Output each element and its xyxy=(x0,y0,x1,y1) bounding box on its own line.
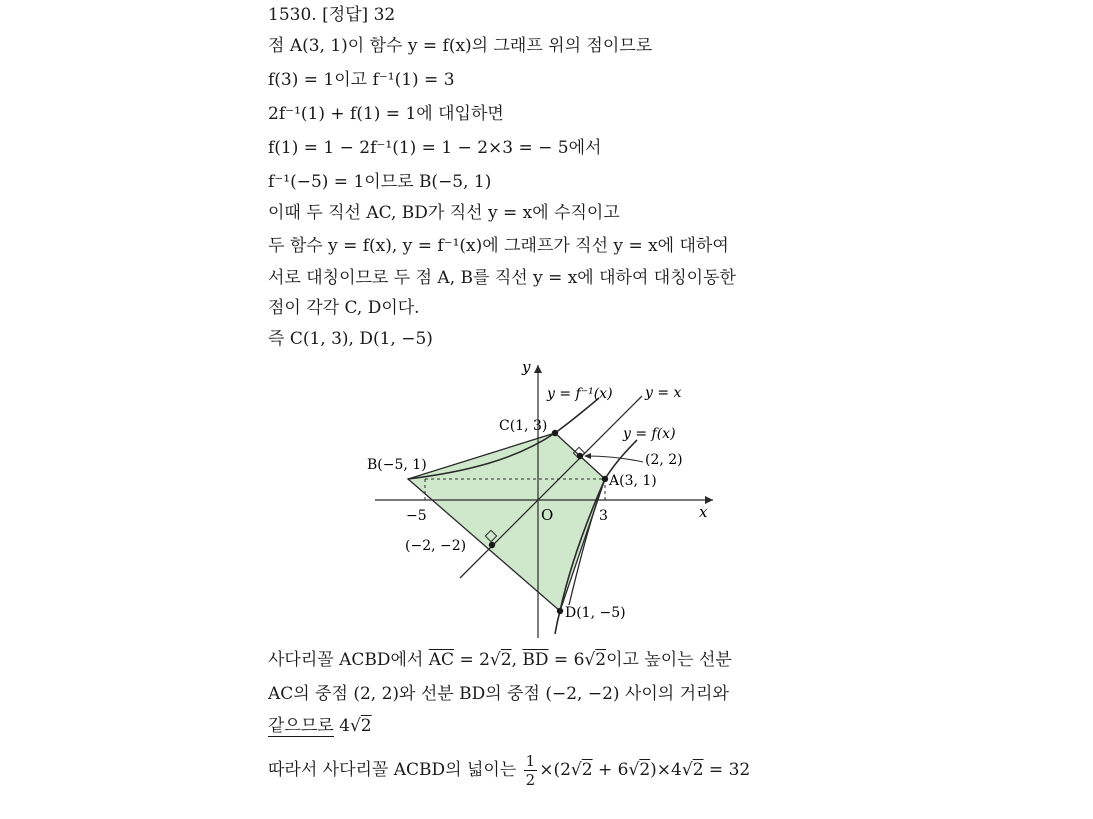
solution-line-1-text-b: = 2 xyxy=(454,650,490,670)
sqrt-symbol: √2 xyxy=(349,716,372,736)
trapezoid-graph-figure xyxy=(355,360,715,640)
point-C xyxy=(552,430,558,436)
sqrt-symbol: √2 xyxy=(681,760,704,780)
arrow-to-22 xyxy=(585,456,643,462)
radicand: 2 xyxy=(581,760,593,780)
solution-line-4-text-e: = 32 xyxy=(703,760,751,780)
solution-line-1-text-c: , xyxy=(511,650,523,670)
fraction-denominator: 2 xyxy=(525,771,536,789)
label-point-D: D(1, −5) xyxy=(565,605,626,621)
label-f: y = f(x) xyxy=(623,426,676,442)
label-f-inverse: y = f⁻¹(x) xyxy=(547,386,613,402)
radicand: 2 xyxy=(360,716,372,736)
point-mid-BD xyxy=(489,542,495,548)
origin-label: O xyxy=(541,506,554,524)
label-midpoint-22: (2, 2) xyxy=(645,452,683,468)
label-midpoint-m2m2: (−2, −2) xyxy=(405,538,467,554)
fraction-one-half xyxy=(524,752,538,789)
radicand: 2 xyxy=(639,760,651,780)
text-line-6: 이때 두 직선 AC, BD가 직선 y = x에 수직이고 xyxy=(268,203,620,223)
y-axis-label: y xyxy=(522,360,531,376)
sqrt-symbol: √2 xyxy=(584,650,607,670)
point-D xyxy=(557,608,563,614)
text-line-8: 서로 대칭이므로 두 점 A, B를 직선 y = x에 대하여 대칭이동한 xyxy=(268,268,736,288)
text-line-5: f⁻¹(−5) = 1이므로 B(−5, 1) xyxy=(268,172,492,192)
segment-AC: $\overline{AC}$ xyxy=(428,650,455,670)
text-line-4: f(1) = 1 − 2f⁻¹(1) = 1 − 2×3 = − 5에서 xyxy=(268,138,602,158)
sqrt-symbol: √2 xyxy=(570,760,593,780)
solution-line-1-text-e: 이고 높이는 선분 xyxy=(606,650,732,670)
problem-header: 1530. [정답] 32 xyxy=(268,5,396,25)
text-line-1: 점 A(3, 1)이 함수 y = f(x)의 그래프 위의 점이므로 xyxy=(268,36,653,56)
solution-line-3 xyxy=(268,715,372,737)
text-line-10: 즉 C(1, 3), D(1, −5) xyxy=(268,329,433,349)
solution-line-4 xyxy=(268,752,750,789)
text-line-3: 2f⁻¹(1) + f(1) = 1에 대입하면 xyxy=(268,104,504,124)
trapezoid-fill xyxy=(408,433,605,611)
tick-3: 3 xyxy=(599,508,608,524)
radicand: 2 xyxy=(595,650,607,670)
radicand: 2 xyxy=(692,760,704,780)
solution-line-3-value: 4 xyxy=(333,716,350,736)
label-y-equals-x: y = x xyxy=(645,385,682,401)
sqrt-symbol: √2 xyxy=(628,760,651,780)
y-axis-arrow xyxy=(534,365,542,373)
sqrt-symbol: √2 xyxy=(489,650,512,670)
label-point-C: C(1, 3) xyxy=(499,418,548,434)
segment-BD: $\overline{BD}$ xyxy=(522,650,549,670)
text-line-7: 두 함수 y = f(x), y = f⁻¹(x)에 그래프가 직선 y = x에 대하여 xyxy=(268,236,729,256)
label-point-A: A(3, 1) xyxy=(609,473,657,489)
point-mid-AC xyxy=(577,453,583,459)
radicand: 2 xyxy=(500,650,512,670)
text-line-2: f(3) = 1이고 f⁻¹(1) = 3 xyxy=(268,70,455,90)
solution-line-4-text-c: + 6 xyxy=(592,760,629,780)
label-point-B: B(−5, 1) xyxy=(367,457,427,473)
solution-line-4-text-a: 따라서 사다리꼴 ACBD의 넓이는 xyxy=(268,760,522,780)
point-A xyxy=(602,476,608,482)
fraction-numerator: 1 xyxy=(525,752,536,770)
solution-line-3-text: 같으므로 xyxy=(268,716,334,736)
solution-line-4-text-d: )×4 xyxy=(650,760,682,780)
solution-line-1-text-d: = 6 xyxy=(548,650,585,670)
text-line-9: 점이 각각 C, D이다. xyxy=(268,298,420,318)
tick-minus-5: −5 xyxy=(406,508,427,524)
arrow-head-22 xyxy=(584,453,591,459)
solution-line-1 xyxy=(268,649,732,671)
x-axis-label: x xyxy=(699,503,708,521)
solution-line-1-text-a: 사다리꼴 ACBD에서 xyxy=(268,650,429,670)
solution-line-2: AC의 중점 (2, 2)와 선분 BD의 중점 (−2, −2) 사이의 거리와 xyxy=(268,684,729,704)
solution-line-4-text-b: ×(2 xyxy=(539,760,571,780)
